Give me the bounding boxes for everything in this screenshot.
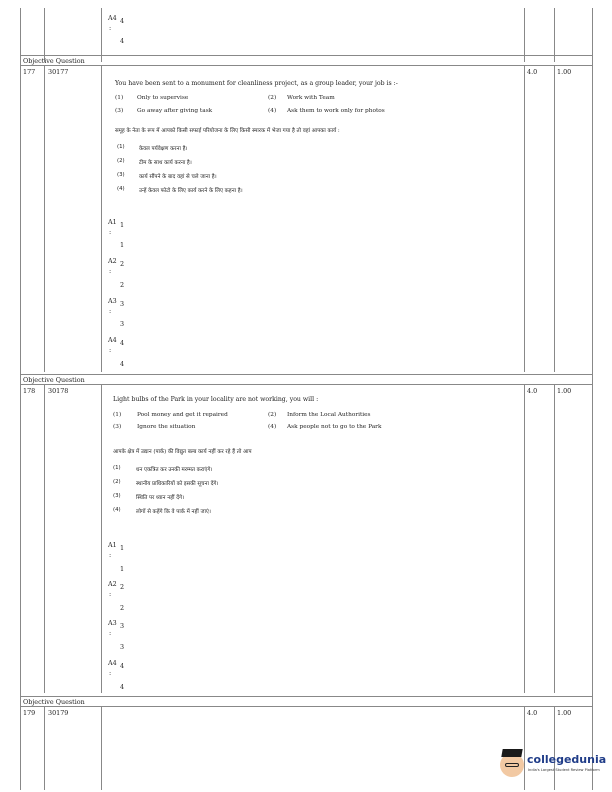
answer-label: A1 [108, 218, 117, 226]
option-num: (2) [117, 158, 125, 164]
answer-colon: : [109, 629, 112, 637]
option-num: (1) [117, 144, 125, 150]
question-id: 30177 [48, 68, 69, 76]
answer-value: 1 [120, 565, 125, 573]
answer-value: 3 [120, 320, 125, 328]
answer-colon: : [109, 669, 112, 677]
answer-value: 1 [120, 241, 125, 249]
marks: 4.0 [527, 68, 538, 76]
question-text-en: Light bulbs of the Park in your locality are not working, you will : [113, 396, 319, 403]
question-number: 177 [23, 68, 36, 76]
negative-marks: 1.00 [557, 709, 572, 717]
col-divider [101, 707, 102, 790]
answer-inline: 3 [120, 300, 125, 308]
option-text: टीम के साथ कार्य करना है। [139, 160, 192, 166]
option-text: Ask them to work only for photos [287, 108, 385, 114]
answer-value: 4 [120, 37, 125, 45]
option-num: (4) [113, 507, 121, 513]
option-num: (4) [117, 186, 125, 192]
col-divider [554, 66, 555, 372]
option-num: (3) [117, 172, 125, 178]
answer-inline: 2 [120, 260, 125, 268]
answer-label: A4 [108, 336, 117, 344]
answer-colon: : [109, 307, 112, 315]
negative-marks: 1.00 [557, 68, 572, 76]
row-divider [20, 696, 592, 697]
option-text: उन्हें केवल फोटो के लिए कार्य करने के लिए कहना है। [139, 188, 243, 194]
answer-inline: 4 [120, 339, 125, 347]
answer-inline: 4 [120, 662, 125, 670]
table-border-right [592, 8, 593, 790]
option-text: Go away after giving task [137, 108, 213, 114]
question-text-en: You have been sent to a monument for cleanliness project, as a group leader, your job is :- [115, 80, 398, 87]
answer-label: A1 [108, 541, 117, 549]
col-divider [44, 66, 45, 372]
option-num: (4) [268, 108, 277, 114]
marks: 4.0 [527, 709, 538, 717]
logo-name: collegedunia [527, 753, 607, 766]
answer-label: A4 [108, 14, 117, 22]
section-label: Objective Question [23, 57, 85, 65]
question-text-hi: समूह के नेता के रूप में आपको किसी सफाई परियोजना के लिए किसी स्मारक में भेजा गया है तो वहां आपका कार्य : [115, 128, 340, 134]
option-text: धन एकत्रित कर उनकी मरम्मत कराएंगे। [136, 467, 213, 473]
collegedunia-logo [500, 749, 608, 781]
answer-colon: : [109, 346, 112, 354]
row-divider [20, 65, 592, 66]
answer-inline: 4 [120, 17, 125, 25]
col-divider [101, 8, 102, 62]
answer-value: 4 [120, 683, 125, 691]
answer-inline: 1 [120, 221, 125, 229]
col-divider [44, 385, 45, 693]
col-divider [524, 8, 525, 62]
answer-colon: : [109, 590, 112, 598]
col-divider [101, 66, 102, 372]
negative-marks: 1.00 [557, 387, 572, 395]
option-num: (1) [113, 465, 121, 471]
answer-inline: 3 [120, 622, 125, 630]
col-divider [101, 385, 102, 693]
question-text-hi: आपके क्षेत्र में उद्यान (पार्क) की विद्युत बल्ब कार्य नहीं कर रहे हैं तो आप [113, 449, 252, 455]
answer-label: A3 [108, 619, 117, 627]
col-divider [554, 8, 555, 62]
question-id: 30178 [48, 387, 69, 395]
answer-colon: : [109, 228, 112, 236]
option-num: (1) [113, 412, 122, 418]
section-label: Objective Question [23, 698, 85, 706]
marks: 4.0 [527, 387, 538, 395]
table-border-left [20, 8, 21, 790]
option-num: (2) [113, 479, 121, 485]
option-text: लोगों से कहेंगे कि वे पार्क में नहीं जाएं। [136, 509, 211, 515]
row-divider [20, 384, 592, 385]
col-divider [44, 8, 45, 62]
answer-label: A3 [108, 297, 117, 305]
option-text: स्थानीय प्राधिकारियों को इसकी सूचना देंगे। [136, 481, 219, 487]
option-text: Pool money and get it repaired [137, 412, 228, 418]
option-text: केवल पर्यवेक्षण करना है। [139, 146, 188, 152]
answer-label: A4 [108, 659, 117, 667]
answer-colon: : [109, 24, 112, 32]
row-divider [20, 55, 592, 56]
col-divider [524, 66, 525, 372]
answer-colon: : [109, 267, 112, 275]
option-text: Work with Team [287, 95, 335, 101]
col-divider [554, 385, 555, 693]
col-divider [524, 385, 525, 693]
option-num: (3) [113, 493, 121, 499]
option-num: (2) [268, 95, 277, 101]
answer-inline: 1 [120, 544, 125, 552]
answer-label: A2 [108, 580, 117, 588]
option-text: कार्य सौंपने के बाद वहां से चले जाना है। [139, 174, 217, 180]
answer-inline: 2 [120, 583, 125, 591]
answer-value: 2 [120, 604, 125, 612]
option-text: स्थिति पर ध्यान नहीं देंगे। [136, 495, 185, 501]
question-number: 179 [23, 709, 36, 717]
glasses-icon [505, 763, 519, 767]
option-text: Ignore the situation [137, 424, 196, 430]
col-divider [44, 707, 45, 790]
answer-label: A2 [108, 257, 117, 265]
question-number: 178 [23, 387, 36, 395]
graduation-cap-icon [501, 749, 522, 757]
option-num: (1) [115, 95, 124, 101]
section-label: Objective Question [23, 376, 85, 384]
option-num: (2) [268, 412, 277, 418]
option-num: (3) [115, 108, 124, 114]
option-num: (4) [268, 424, 277, 430]
answer-value: 4 [120, 360, 125, 368]
row-divider [20, 706, 592, 707]
row-divider [20, 374, 592, 375]
answer-value: 3 [120, 643, 125, 651]
answer-value: 2 [120, 281, 125, 289]
option-text: Ask people not to go to the Park [287, 424, 382, 430]
logo-tagline: India's Largest Student Review Platform [528, 768, 600, 772]
option-text: Only to supervise [137, 95, 189, 101]
question-id: 30179 [48, 709, 69, 717]
option-num: (3) [113, 424, 122, 430]
answer-colon: : [109, 551, 112, 559]
option-text: Inform the Local Authorities [287, 412, 371, 418]
